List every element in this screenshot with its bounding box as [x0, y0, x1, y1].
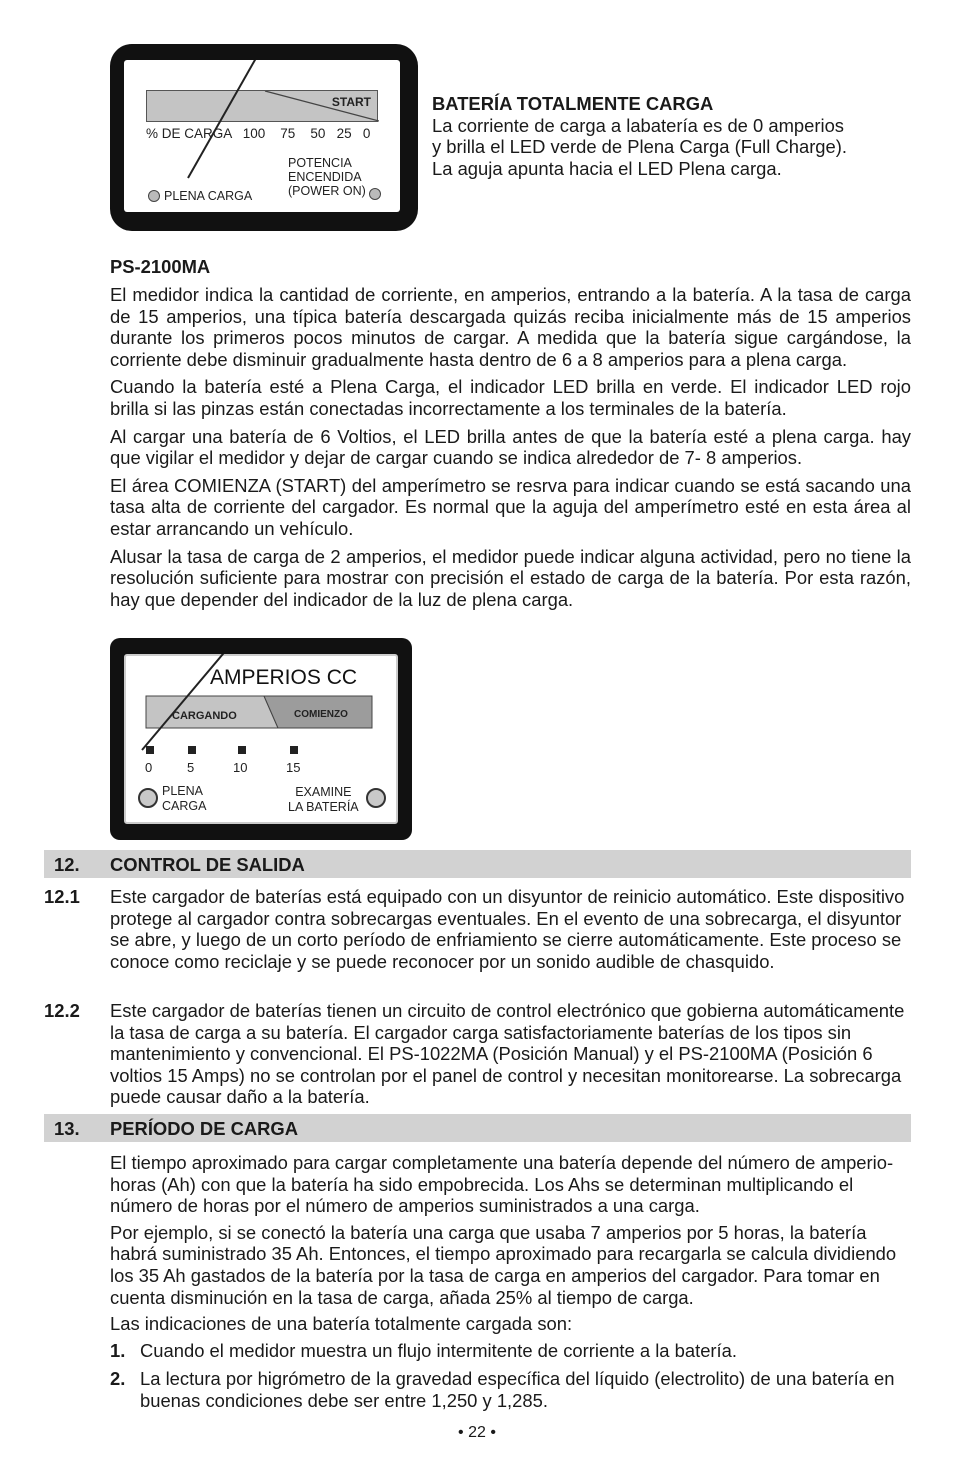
full-charge-led-icon: [138, 788, 158, 808]
section-number: 12.: [54, 854, 80, 875]
list-item: La lectura por higrómetro de la gravedad específica del líquido (electrolito) de una batería en buenas condiciones debe ser entre 1,250 y 1,285.: [140, 1368, 895, 1411]
full-charge-label-line: PLENA: [162, 784, 203, 798]
paragraph: Cuando la batería esté a Plena Carga, el indicador LED brilla en verde. El indicador LED rojo brilla si las pinzas están conectadas incorrectamente a los terminales de la batería.: [110, 376, 911, 419]
charge-meter-face: [124, 60, 400, 212]
start-zone-label: COMIENZO: [294, 709, 348, 720]
power-label-line: ENCENDIDA: [288, 170, 362, 184]
tick-mark-icon: [146, 746, 154, 754]
full-charge-line: y brilla el LED verde de Plena Carga (Full Charge).: [432, 136, 848, 158]
check-battery-led-icon: [366, 788, 386, 808]
ps2100-body: [110, 284, 911, 610]
tick-mark-icon: [238, 746, 246, 754]
item-text: Este cargador de baterías tienen un circuito de control electrónico que gobierna automáticamente la tasa de carga a su batería. El cargador carga satisfactoriamente baterías de los tipos sin mantenimiento y convencional. El PS-1022MA (Posición Manual) y el PS-2100MA (Posición 6 voltios 15 Amps) no se controlan por el panel de control y necesitan monitorearse. La sobrecarga puede causar daño a la batería.: [110, 1000, 905, 1108]
ammeter-title: AMPERIOS CC: [210, 666, 358, 689]
check-battery-label: [288, 785, 359, 815]
item-number: 12.2: [44, 1000, 80, 1021]
paragraph: Las indicaciones de una batería totalmente cargada son:: [110, 1313, 573, 1335]
full-charge-description: [432, 93, 912, 179]
item-text: Este cargador de baterías está equipado con un disyuntor de reinicio automático. Este dispositivo protege al cargador contra sobrecargas eventuales. En el evento de una sobrecarga, el disyuntor se abre, y luego de un corto período de enfriamiento se cierre automáticamente. Este proceso se conoce como reciclaje y se puede reconocer por un sonido audible de chasquido.: [110, 886, 905, 972]
section-number: 13.: [54, 1118, 80, 1139]
full-charge-label: PLENA CARGA: [164, 189, 253, 203]
full-charge-label-line: CARGA: [162, 799, 207, 813]
tick-label: 15: [286, 760, 301, 775]
tick-label: 5: [187, 760, 195, 775]
full-charge-line: La corriente de carga a labatería es de 0 amperios: [432, 114, 844, 136]
full-charge-heading: BATERÍA TOTALMENTE CARGA: [432, 93, 714, 114]
list-number: 2.: [110, 1368, 126, 1389]
paragraph: El medidor indica la cantidad de corriente, en amperios, entrando a la batería. A la tasa de carga de 15 amperios, una típica batería descargada quizás reciba inicialmente más de 15 amperios durante los primeros pocos minutos de cargar. A medida que la batería sigue cargándose, la corriente debe disminuir gradualmente hasta dentro de 6 a 8 amperios para a plena carga.: [110, 284, 911, 370]
list-number: 1.: [110, 1340, 126, 1361]
power-label-line: POTENCIA: [288, 156, 352, 170]
section-title: CONTROL DE SALIDA: [110, 854, 305, 875]
full-charge-label: [162, 784, 206, 814]
tick-label: 0: [145, 760, 153, 775]
charge-scale: % DE CARGA 100 75 50 25 0: [146, 126, 371, 141]
paragraph: El área COMIENZA (START) del amperímetro se resrva para indicar cuando se está sacando una tasa alta de corriente del cargador. Es normal que la aguja del amperímetro esté en esta área al estar arrancando un vehículo.: [110, 474, 911, 539]
ps2100-heading: PS-2100MA: [110, 256, 211, 277]
paragraph: El tiempo aproximado para cargar completamente una batería depende del número de amperio-horas (Ah) con que la batería ha sido empobrecida. Los Ahs se determinan multiplicando el número de horas por el número de amperios suministrados a una carga.: [110, 1152, 894, 1217]
section-header-12: [44, 850, 911, 878]
item-number: 12.1: [44, 886, 80, 907]
list-item: Cuando el medidor muestra un flujo intermitente de corriente a la batería.: [140, 1340, 738, 1361]
tick-label: 10: [233, 760, 248, 775]
ammeter-face: [124, 654, 398, 824]
tick-mark-icon: [290, 746, 298, 754]
section-header-13: [44, 1114, 911, 1142]
check-battery-label-line: LA BATERÍA: [288, 800, 359, 814]
section13-body: [110, 1152, 911, 1335]
page-number: • 22 •: [458, 1424, 496, 1441]
tick-mark-icon: [188, 746, 196, 754]
charging-label: CARGANDO: [172, 710, 237, 722]
check-battery-label-line: EXAMINE: [295, 785, 352, 799]
paragraph: Alusar la tasa de carga de 2 amperios, el medidor puede indicar alguna actividad, pero no tiene la resolución suficiente para mostrar con precisión el estado de carga de la batería. Por esta razón, hay que depender del indicador de la luz de plena carga.: [110, 545, 911, 610]
paragraph: Al cargar una batería de 6 Voltios, el LED brilla antes de que la batería esté a plena carga. hay que vigilar el medidor y dejar de cargar cuando se indica alrededor de 7- 8 amperios.: [110, 425, 911, 469]
needle-icon: [124, 60, 400, 212]
full-charge-line: La aguja apunta hacia el LED Plena carga.: [432, 157, 782, 179]
paragraph: Por ejemplo, si se conectó la batería una carga que usaba 7 amperios por 5 horas, la batería habrá suministrado 35 Ah. Entonces, el tiempo aproximado para recargarla se calcula dividiendo los 35 Ah gastados de la batería por la tasa de carga en amperios del cargador. Para tomar en cuenta disminución en la tasa de carga, añada 25% al tiempo de carga.: [110, 1221, 897, 1308]
charge-meter-illustration: [110, 44, 418, 231]
ammeter-illustration: [110, 638, 412, 840]
start-label: START: [331, 95, 371, 109]
section-title: PERÍODO DE CARGA: [110, 1118, 299, 1139]
power-label-line: (POWER ON): [288, 184, 366, 198]
